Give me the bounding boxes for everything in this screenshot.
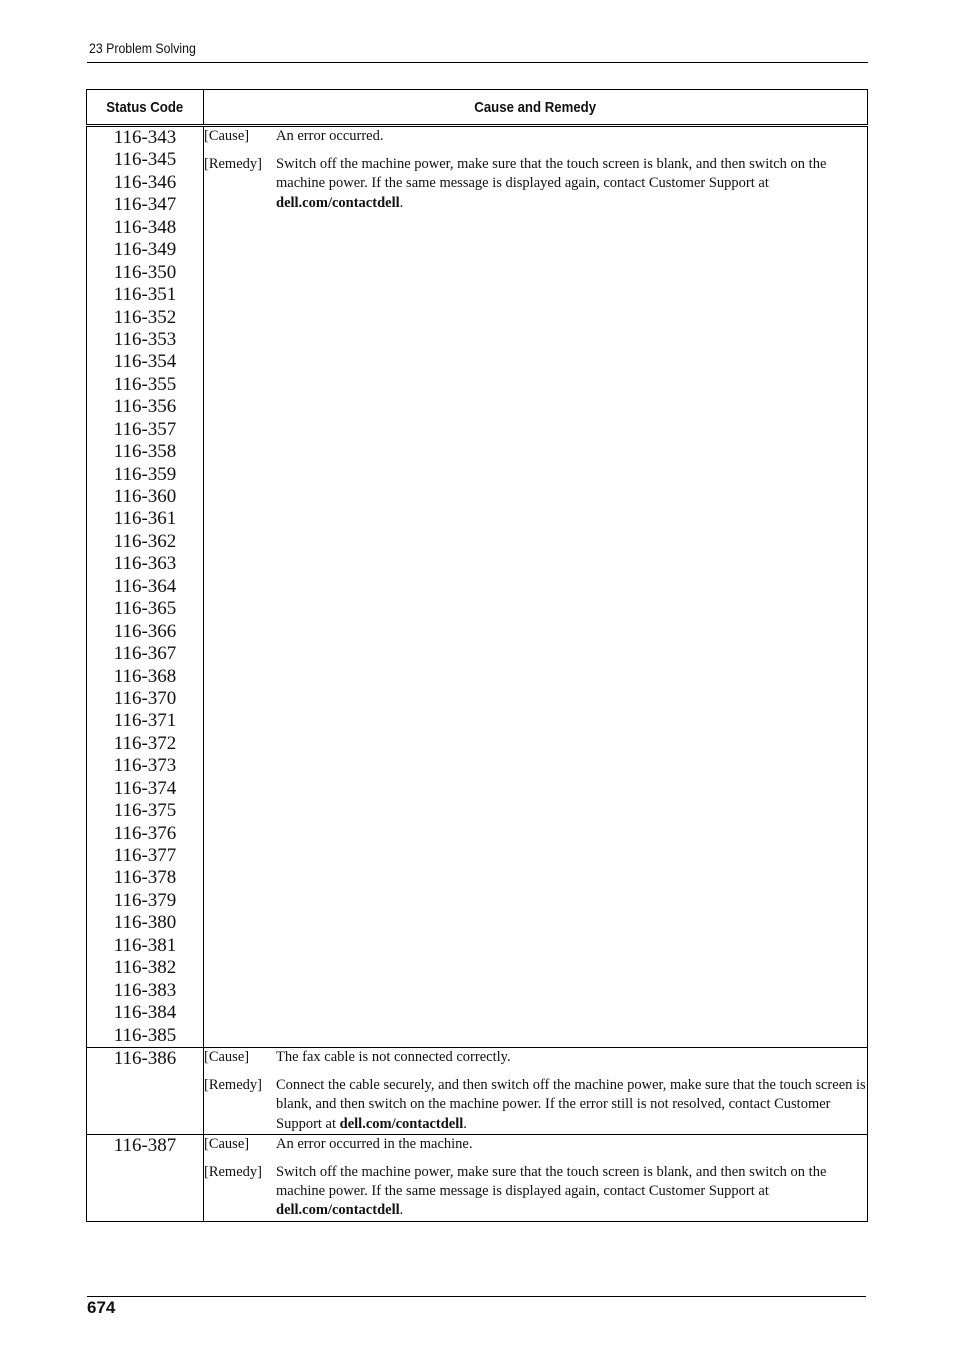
cause-label: [Cause]	[204, 1135, 250, 1152]
status-code: 116-371	[113, 710, 177, 732]
remedy-line	[204, 1163, 867, 1221]
footer-rule	[87, 1296, 866, 1297]
remedy-line	[204, 1076, 867, 1134]
status-code: 116-353	[113, 328, 177, 350]
status-code: 116-373	[113, 755, 177, 777]
status-code: 116-378	[113, 867, 177, 889]
status-code: 116-383	[113, 979, 177, 1001]
status-code: 116-365	[113, 598, 177, 620]
status-code: 116-348	[113, 216, 177, 238]
table-row	[87, 1047, 868, 1134]
status-code: 116-346	[113, 171, 177, 193]
status-codes-cell	[87, 1134, 204, 1221]
status-codes-cell	[87, 126, 204, 1048]
remedy-label: [Remedy]	[204, 1077, 262, 1094]
cause-line	[204, 1048, 867, 1067]
status-code: 116-380	[113, 912, 177, 934]
status-code: 116-382	[113, 957, 177, 979]
status-code: 116-357	[113, 418, 177, 440]
support-link[interactable]: dell.com/contactdell	[339, 1115, 464, 1132]
status-code: 116-381	[113, 934, 177, 956]
status-code: 116-386	[113, 1047, 177, 1069]
cause-remedy-cell	[204, 126, 868, 1048]
status-code: 116-359	[113, 463, 177, 485]
status-code: 116-351	[113, 284, 177, 306]
status-code: 116-350	[113, 261, 177, 283]
status-code: 116-370	[113, 687, 177, 709]
status-code: 116-355	[113, 373, 177, 395]
remedy-text: Connect the cable securely, and then switch off the machine power, make sure that the touch screen is blank, and then switch on the machine power. If the error still is not resolved, contact Customer Support at dell.com/contactdell.	[276, 1077, 866, 1132]
status-code: 116-374	[113, 777, 177, 799]
status-code: 116-349	[113, 239, 177, 261]
table-row	[87, 126, 868, 1048]
status-code: 116-363	[113, 553, 177, 575]
header-rule	[87, 62, 868, 63]
cause-remedy-cell	[204, 1134, 868, 1221]
cause-label: [Cause]	[204, 1048, 250, 1065]
cause-text: An error occurred.	[276, 128, 384, 144]
status-code: 116-345	[113, 149, 177, 171]
support-link[interactable]: dell.com/contactdell	[276, 194, 400, 211]
status-code: 116-352	[113, 306, 177, 328]
status-code: 116-354	[113, 351, 177, 373]
status-code: 116-362	[113, 530, 177, 552]
status-code: 116-377	[113, 845, 177, 866]
status-code: 116-366	[113, 620, 177, 642]
status-code: 116-375	[113, 800, 177, 822]
status-code: 116-379	[113, 889, 177, 911]
status-codes-cell	[87, 1047, 204, 1134]
status-code: 116-372	[113, 732, 177, 754]
remedy-label: [Remedy]	[204, 1163, 262, 1180]
remedy-line	[204, 155, 867, 213]
chapter-header: 23 Problem Solving	[89, 40, 196, 56]
status-code: 116-343	[113, 127, 177, 148]
status-code: 116-387	[113, 1134, 177, 1156]
remedy-label: [Remedy]	[204, 156, 262, 173]
status-code-table	[86, 89, 868, 1222]
cause-line	[204, 1135, 867, 1154]
cause-text: An error occurred in the machine.	[276, 1135, 473, 1152]
cause-remedy-header: Cause and Remedy	[204, 90, 868, 126]
table-row	[87, 1134, 868, 1221]
support-link[interactable]: dell.com/contactdell	[276, 1202, 400, 1219]
table-header-row	[87, 90, 868, 126]
status-code: 116-356	[113, 396, 177, 418]
status-code: 116-367	[113, 643, 177, 665]
remedy-text: Switch off the machine power, make sure that the touch screen is blank, and then switch on the machine power. If the same message is displayed again, contact Customer Support at dell.com/contactdell.	[276, 156, 827, 211]
status-code: 116-358	[113, 441, 177, 463]
status-code: 116-360	[113, 486, 177, 507]
remedy-text: Switch off the machine power, make sure that the touch screen is blank, and then switch on the machine power. If the same message is displayed again, contact Customer Support at dell.com/contactdell.	[276, 1163, 827, 1219]
status-code: 116-385	[113, 1024, 177, 1046]
cause-label: [Cause]	[204, 128, 250, 144]
cause-text: The fax cable is not connected correctly.	[276, 1048, 511, 1065]
status-code: 116-376	[113, 822, 177, 844]
cause-remedy-cell	[204, 1047, 868, 1134]
status-code: 116-368	[113, 665, 177, 687]
status-code: 116-364	[113, 575, 177, 597]
status-code: 116-361	[113, 508, 177, 530]
cause-line	[204, 127, 867, 146]
status-code-header: Status Code	[87, 90, 204, 126]
status-code: 116-384	[113, 1002, 177, 1024]
page-number: 674	[87, 1298, 116, 1317]
status-code: 116-347	[113, 194, 177, 216]
